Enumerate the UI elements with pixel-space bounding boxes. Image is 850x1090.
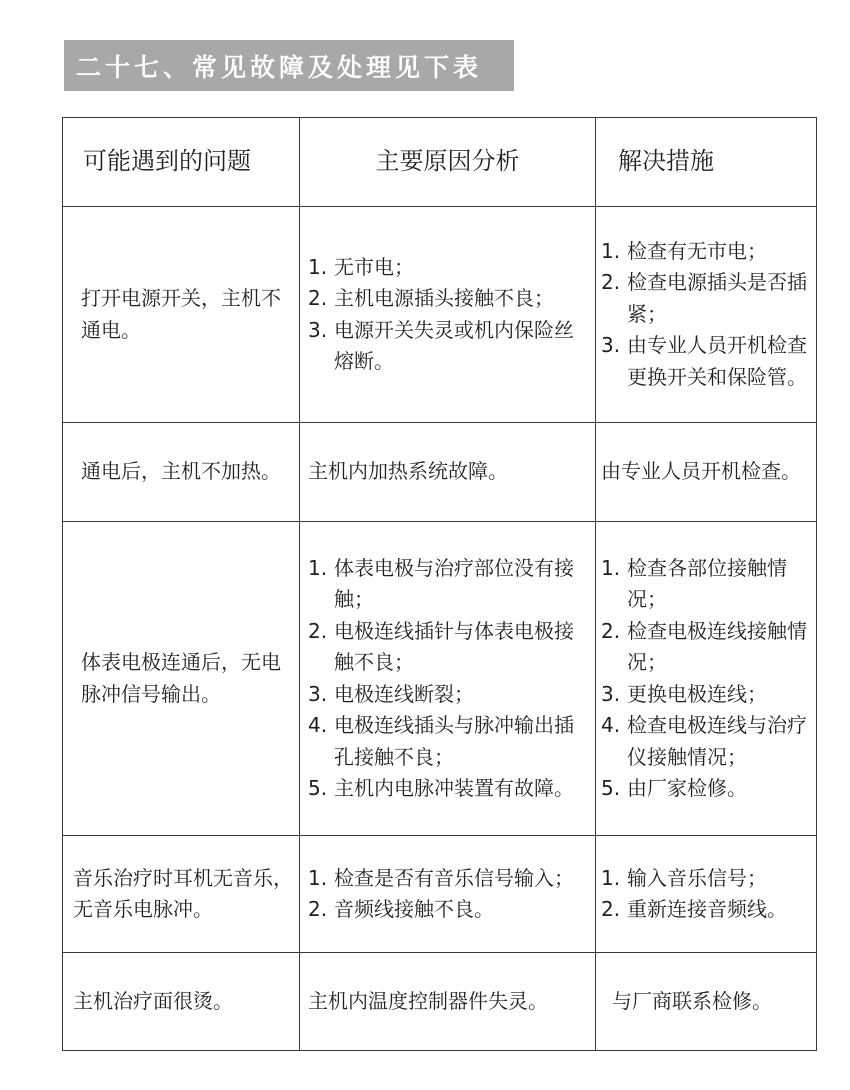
causes-list bbox=[308, 252, 593, 378]
solution-text: 由专业人员开机检查。 bbox=[601, 459, 801, 484]
list-item: 3. 更换电极连线； bbox=[601, 681, 767, 706]
problem-cell bbox=[63, 423, 300, 522]
solutions-cell bbox=[596, 522, 817, 836]
list-item: 4. 检查电极连线与治疗仪接触情况； bbox=[601, 713, 807, 769]
header-causes: 主要原因分析 bbox=[300, 118, 596, 207]
list-item: 2. 电极连线插针与体表电极接触不良； bbox=[308, 618, 574, 674]
table-row bbox=[63, 836, 817, 953]
problem-cell bbox=[63, 207, 300, 423]
list-item: 5. 主机内电脉冲装置有故障。 bbox=[308, 776, 574, 800]
list-item: 1. 输入音乐信号； bbox=[601, 865, 767, 890]
solutions-cell bbox=[596, 207, 817, 423]
table-row bbox=[63, 207, 817, 423]
causes-list bbox=[308, 863, 593, 926]
list-item: 1. 检查有无市电； bbox=[601, 238, 767, 263]
list-item: 1. 体表电极与治疗部位没有接触； bbox=[308, 555, 574, 611]
header-solutions: 解决措施 bbox=[596, 118, 817, 207]
list-item: 3. 电源开关失灵或机内保险丝熔断。 bbox=[308, 317, 574, 373]
problem-cell bbox=[63, 522, 300, 836]
cause-text: 主机内温度控制器件失灵。 bbox=[308, 988, 548, 1013]
table-row bbox=[63, 522, 817, 836]
list-item: 2. 主机电源插头接触不良； bbox=[308, 286, 554, 310]
list-item: 2. 检查电极连线接触情况； bbox=[601, 618, 807, 674]
list-item: 3. 电极连线断裂； bbox=[308, 681, 474, 706]
problem-text: 打开电源开关，主机不通电。 bbox=[81, 286, 281, 342]
solutions-cell bbox=[596, 836, 817, 953]
solutions-list bbox=[601, 236, 814, 394]
causes-cell bbox=[300, 953, 596, 1051]
list-item: 4. 电极连线插头与脉冲输出插孔接触不良； bbox=[308, 713, 574, 769]
causes-list bbox=[308, 553, 593, 805]
solution-text: 与厂商联系检修。 bbox=[612, 988, 772, 1013]
list-item: 1. 检查各部位接触情况； bbox=[601, 555, 787, 611]
problem-text: 体表电极连通后，无电脉冲信号输出。 bbox=[81, 650, 281, 706]
list-item: 2. 音频线接触不良。 bbox=[308, 897, 494, 921]
causes-cell bbox=[300, 423, 596, 522]
list-item: 5. 由厂家检修。 bbox=[601, 776, 747, 800]
list-item: 2. 重新连接音频线。 bbox=[601, 897, 787, 921]
causes-cell bbox=[300, 522, 596, 836]
table-header-row bbox=[63, 118, 817, 207]
problem-text: 主机治疗面很烫。 bbox=[73, 988, 233, 1013]
problem-cell bbox=[63, 836, 300, 953]
list-item: 1. 检查是否有音乐信号输入； bbox=[308, 865, 574, 890]
list-item: 1. 无市电； bbox=[308, 254, 414, 279]
section-title: 二十七、常见故障及处理见下表 bbox=[64, 40, 514, 91]
solutions-list bbox=[601, 863, 814, 926]
solutions-list bbox=[601, 553, 814, 805]
solutions-cell bbox=[596, 423, 817, 522]
fault-table bbox=[62, 117, 817, 1051]
cause-text: 主机内加热系统故障。 bbox=[308, 459, 508, 484]
problem-cell bbox=[63, 953, 300, 1051]
table-row bbox=[63, 423, 817, 522]
causes-cell bbox=[300, 207, 596, 423]
solutions-cell bbox=[596, 953, 817, 1051]
problem-text: 音乐治疗时耳机无音乐，无音乐电脉冲。 bbox=[73, 865, 293, 921]
header-problem: 可能遇到的问题 bbox=[63, 118, 300, 207]
causes-cell bbox=[300, 836, 596, 953]
table-row bbox=[63, 953, 817, 1051]
list-item: 2. 检查电源插头是否插紧； bbox=[601, 270, 807, 326]
problem-text: 通电后，主机不加热。 bbox=[81, 459, 281, 484]
list-item: 3. 由专业人员开机检查更换开关和保险管。 bbox=[601, 333, 807, 389]
